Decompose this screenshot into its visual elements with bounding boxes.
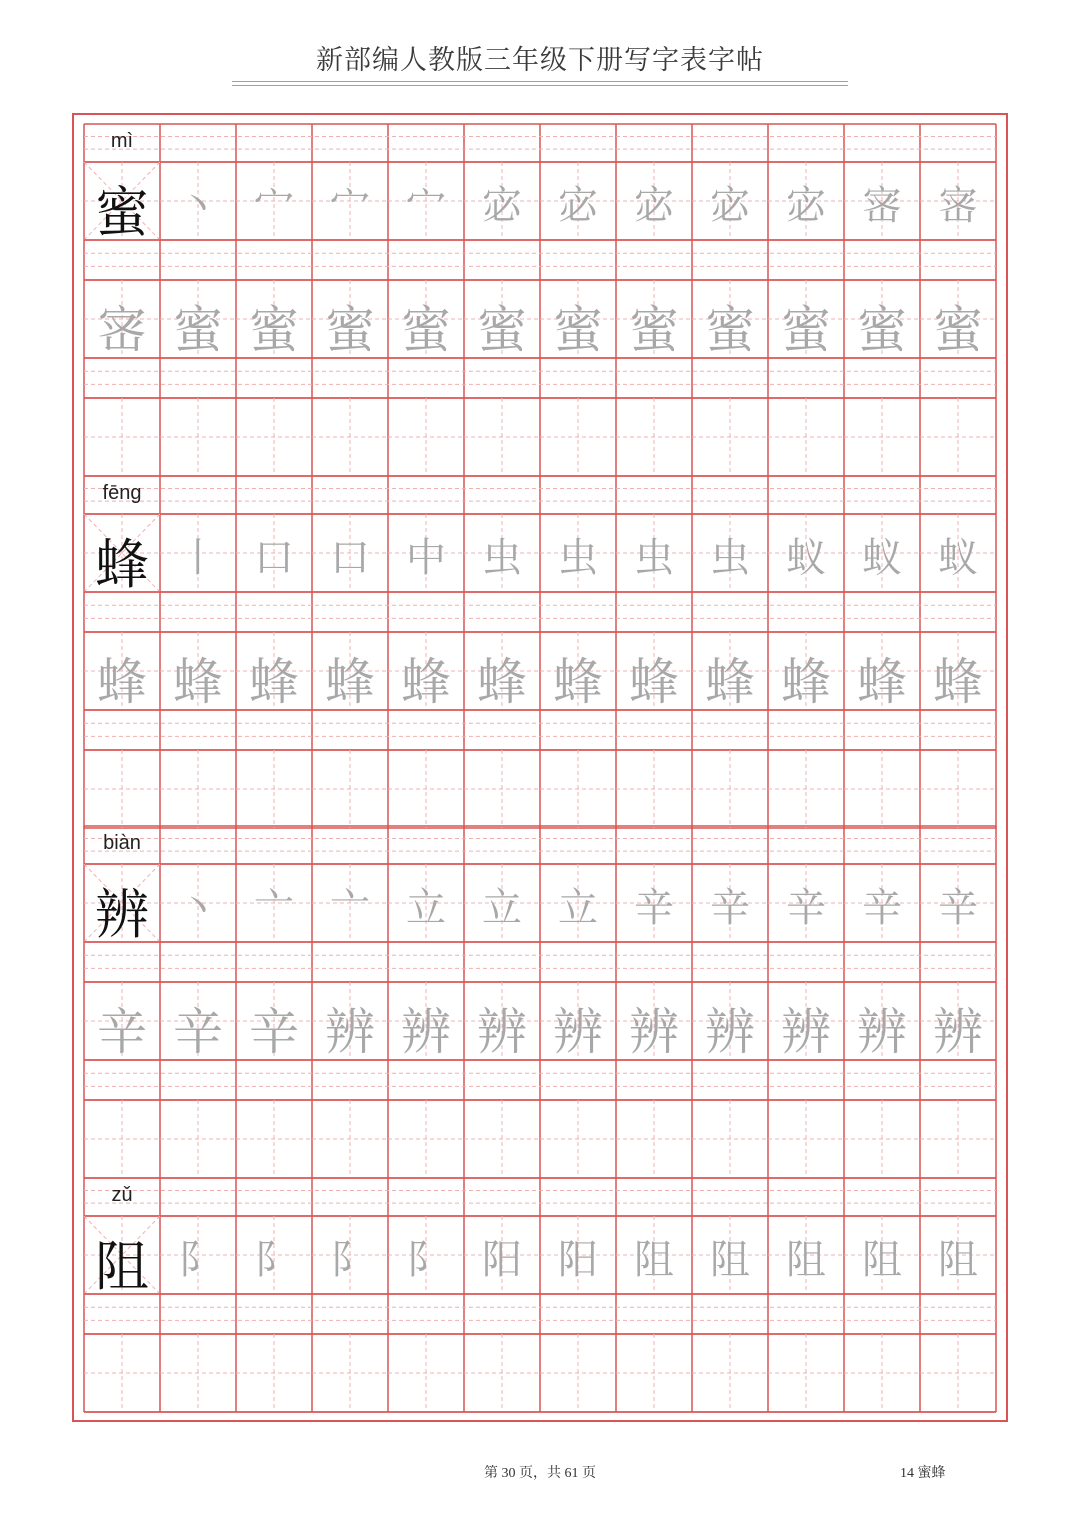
stroke-order-step: 丶 [178, 885, 218, 931]
trace-character: 蜂 [857, 653, 907, 711]
trace-character: 辛 [249, 1003, 299, 1061]
stroke-order-step: 辛 [786, 885, 826, 931]
pinyin-label: fēng [102, 482, 142, 504]
stroke-order-step: 宻 [862, 183, 902, 229]
stroke-order-step: 阻 [786, 1237, 826, 1283]
page-number: 第 30 页，共 61 页 [484, 1466, 596, 1481]
stroke-order-step: 宓 [558, 183, 598, 229]
stroke-order-step: 阝 [330, 1237, 370, 1283]
page-title: 新部编人教版三年级下册写字表字帖 [316, 45, 764, 76]
stroke-order-step: 阳 [482, 1237, 522, 1283]
trace-character: 蜜 [781, 301, 831, 359]
trace-character: 宻 [97, 301, 147, 359]
model-character: 阻 [95, 1235, 149, 1298]
trace-character: 辨 [553, 1003, 603, 1061]
stroke-order-step: 立 [558, 885, 598, 931]
trace-character: 蜂 [173, 653, 223, 711]
trace-character: 蜜 [553, 301, 603, 359]
stroke-order-step: 阝 [406, 1237, 446, 1283]
trace-character: 辨 [781, 1003, 831, 1061]
stroke-order-step: 蚁 [862, 535, 902, 581]
pinyin-label: mì [110, 130, 134, 152]
trace-character: 蜜 [705, 301, 755, 359]
trace-character: 蜂 [781, 653, 831, 711]
trace-character: 蜂 [401, 653, 451, 711]
stroke-order-step: 宀 [406, 183, 446, 229]
trace-character: 辛 [173, 1003, 223, 1061]
stroke-order-step: 立 [482, 885, 522, 931]
stroke-order-step: 亠 [330, 885, 370, 931]
stroke-order-step: 蚁 [938, 535, 978, 581]
trace-character: 蜂 [553, 653, 603, 711]
trace-character: 蜂 [477, 653, 527, 711]
trace-character: 辨 [705, 1003, 755, 1061]
trace-character: 蜂 [629, 653, 679, 711]
trace-character: 蜂 [249, 653, 299, 711]
stroke-order-step: 宀 [254, 183, 294, 229]
stroke-order-step: 辛 [862, 885, 902, 931]
stroke-order-step: 虫 [634, 535, 674, 581]
trace-character: 辨 [933, 1003, 983, 1061]
trace-character: 辨 [477, 1003, 527, 1061]
model-character: 蜂 [95, 533, 149, 596]
trace-character: 蜜 [401, 301, 451, 359]
trace-character: 蜜 [173, 301, 223, 359]
stroke-order-step: 丶 [178, 183, 218, 229]
pinyin-label: zǔ [111, 1184, 133, 1206]
stroke-order-step: 虫 [558, 535, 598, 581]
stroke-order-step: 虫 [710, 535, 750, 581]
trace-character: 蜜 [933, 301, 983, 359]
stroke-order-step: 阻 [634, 1237, 674, 1283]
stroke-order-step: 虫 [482, 535, 522, 581]
stroke-order-step: 阻 [710, 1237, 750, 1283]
stroke-order-step: 辛 [634, 885, 674, 931]
stroke-order-step: 立 [406, 885, 446, 931]
footer-label: 14 蜜蜂 [900, 1466, 946, 1481]
stroke-order-step: 蚁 [786, 535, 826, 581]
trace-character: 蜂 [97, 653, 147, 711]
stroke-order-step: 阻 [862, 1237, 902, 1283]
trace-character: 辨 [629, 1003, 679, 1061]
stroke-order-step: 中 [406, 535, 446, 581]
trace-character: 蜂 [325, 653, 375, 711]
stroke-order-step: 口 [254, 535, 294, 581]
stroke-order-step: 阳 [558, 1237, 598, 1283]
stroke-order-step: 宓 [634, 183, 674, 229]
trace-character: 辨 [325, 1003, 375, 1061]
trace-character: 蜜 [477, 301, 527, 359]
trace-character: 蜜 [249, 301, 299, 359]
trace-character: 辨 [401, 1003, 451, 1061]
stroke-order-step: 宓 [786, 183, 826, 229]
model-character: 蜜 [95, 181, 149, 244]
trace-character: 蜜 [857, 301, 907, 359]
stroke-order-step: 辛 [938, 885, 978, 931]
stroke-order-step: 辛 [710, 885, 750, 931]
trace-character: 辨 [857, 1003, 907, 1061]
trace-character: 蜜 [325, 301, 375, 359]
stroke-order-step: 宀 [330, 183, 370, 229]
pinyin-label: biàn [103, 832, 141, 854]
stroke-order-step: 宓 [482, 183, 522, 229]
trace-character: 蜜 [629, 301, 679, 359]
stroke-order-step: 丨 [178, 535, 218, 581]
stroke-order-step: 宻 [938, 183, 978, 229]
trace-character: 辛 [97, 1003, 147, 1061]
stroke-order-step: 宓 [710, 183, 750, 229]
stroke-order-step: 阝 [254, 1237, 294, 1283]
stroke-order-step: 阻 [938, 1237, 978, 1283]
trace-character: 蜂 [705, 653, 755, 711]
stroke-order-step: 亠 [254, 885, 294, 931]
model-character: 辨 [95, 883, 149, 946]
stroke-order-step: 口 [330, 535, 370, 581]
stroke-order-step: 阝 [178, 1237, 218, 1283]
trace-character: 蜂 [933, 653, 983, 711]
